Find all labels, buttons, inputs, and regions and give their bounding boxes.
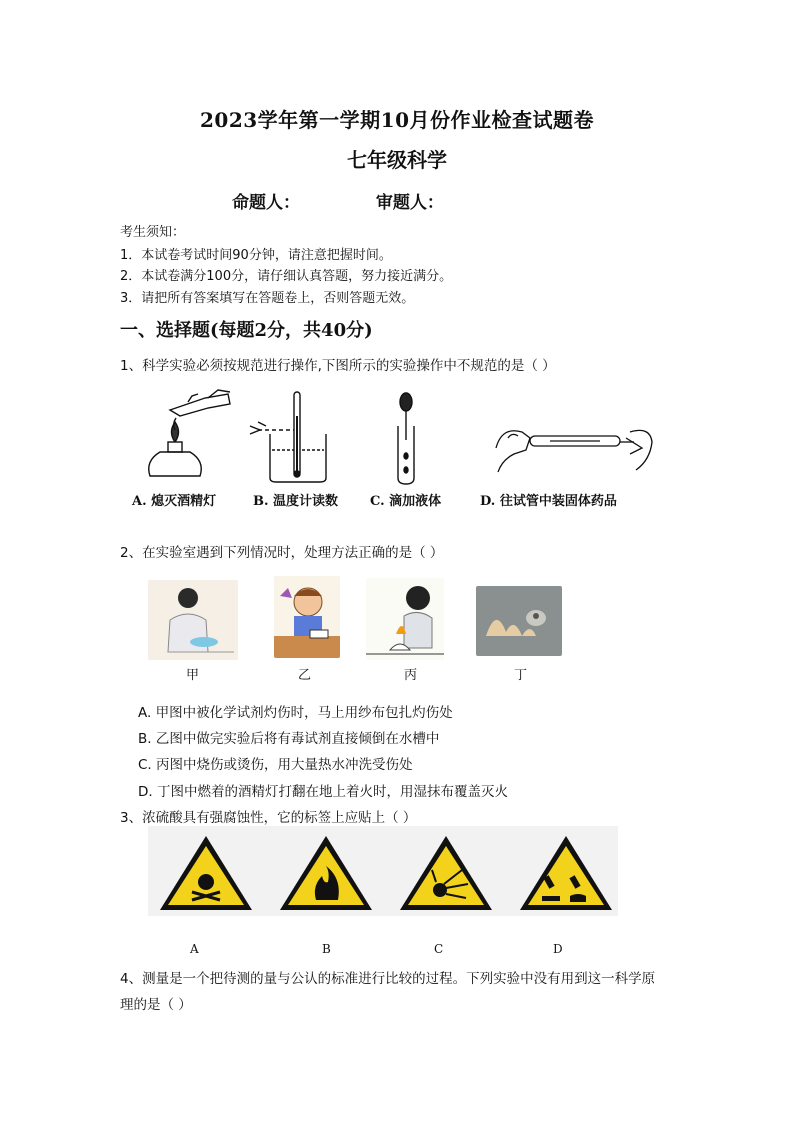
pic-label-jia: 甲 [186,668,200,683]
q1-caption-d: D. 往试管中装固体药品 [480,494,617,509]
q2-option-a: A. 甲图中被化学试剂灼伤时，马上用纱布包扎灼伤处 [138,705,453,721]
picture-jia-burned-hand [148,580,238,660]
q3-label-b: B [322,942,331,956]
note-item: 1．本试卷考试时间90分钟，请注意把握时间。 [120,248,392,263]
q2-option-d: D. 丁图中燃着的酒精灯打翻在地上着火时，用湿抹布覆盖灭火 [138,784,508,800]
hazard-signs-figure [148,826,618,916]
pic-label-yi: 乙 [298,668,312,683]
question-3-stem: 3、浓硫酸具有强腐蚀性，它的标签上应贴上（ ） [120,810,417,826]
thermometer-beaker-icon [250,392,326,482]
question-2-stem: 2、在实验室遇到下列情况时，处理方法正确的是（ ） [120,545,444,561]
section-title: 一、选择题(每题2分，共40分) [120,320,373,341]
pic-label-bing: 丙 [404,668,418,683]
q2-option-b: B. 乙图中做完实验后将有毒试剂直接倾倒在水槽中 [138,731,440,747]
page-title: 2023学年第一学期10月份作业检查试题卷 [200,108,594,132]
dropper-test-tube-icon [398,393,414,484]
question-1-stem: 1、科学实验必须按规范进行操作,下图所示的实验操作中不规范的是（ ） [120,358,556,374]
alcohol-lamp-blow-icon [149,390,230,476]
lab-operations-figure [130,386,660,486]
test-tube-loading-icon [496,430,652,472]
q3-label-c: C [434,942,444,956]
q2-option-c: C. 丙图中烧伤或烫伤，用大量热水冲洗受伤处 [138,757,413,773]
note-item: 2．本试卷满分100分，请仔细认真答题，努力接近满分。 [120,269,453,284]
authors-line [232,188,444,213]
q3-label-d: D [553,942,563,956]
note-item: 3．请把所有答案填写在答题卷上，否则答题无效。 [120,291,415,306]
reviewer-label: 审题人： [375,193,444,213]
q1-caption-c: C. 滴加液体 [370,494,442,509]
question-4-stem-line2: 理的是（ ） [120,997,192,1013]
picture-yi-boy-experiment [274,576,340,658]
q3-label-a: A [190,942,199,956]
notes-heading: 考生须知： [120,225,186,240]
q1-caption-a: A. 熄灭酒精灯 [132,494,217,509]
picture-bing-burn [366,578,444,660]
picture-ding-fire [476,586,562,656]
page-subtitle: 七年级科学 [347,148,447,172]
setter-label: 命题人： [232,193,300,213]
question-4-stem-line1: 4、测量是一个把待测的量与公认的标准进行比较的过程。下列实验中没有用到这一科学原 [120,971,656,987]
pic-label-ding: 丁 [514,668,528,683]
q1-caption-b: B. 温度计读数 [253,494,339,509]
